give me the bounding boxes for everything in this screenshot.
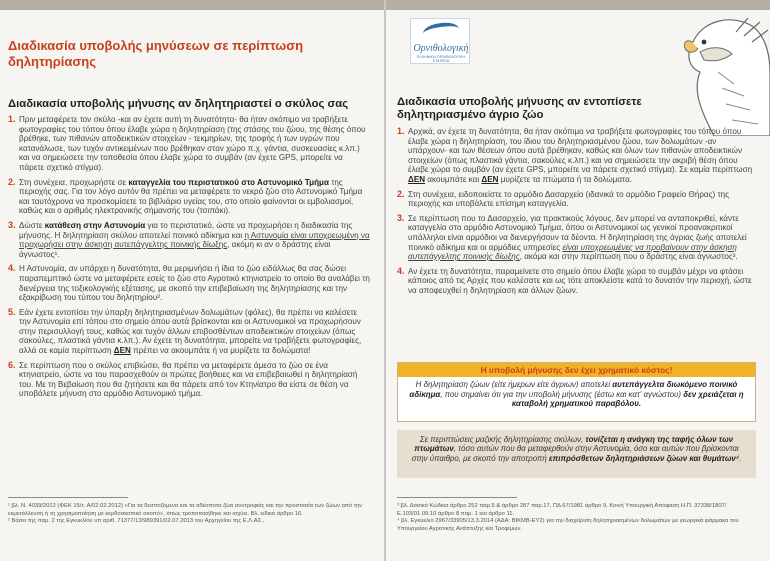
list-item: 4. Η Αστυνομία, αν υπάρχει η δυνατότητα, θα μεριμνήσει ή ίδια το ζώο ειδάλλως θα σας δώσει παραπεμπτικό ώστε να μεταφέρετε εσείς το ζώο στο Αγροτικό κτηνιατρείο το οποίο θα αναλάβει τη διενέργεια της τοξικολογικής εξέτασης, με σκοπό την επιβεβαίωση της δηλητηρίασης και την εξακρίβωση του τύπου του δηλητηρίου². xyxy=(8,263,370,303)
section-title-dog: Διαδικασία υποβολής μήνυσης αν δηλητηριαστεί ο σκύλος σας xyxy=(8,98,349,110)
list-item: 1. Αρχικά, αν έχετε τη δυνατότητα, θα ήταν σκόπιμο να τραβήξετε φωτογραφίες του τόπου όπου έλαβε χώρα η δηλητηρίαση, του ίδιου του δηλητηριασμένου ζώου, των δολωμάτων -αν υπάρχουν- και των θέσεων όπου αυτά βρέθηκαν, καθώς και όλων των πιθανών αποδεικτικών στοιχείων (όπως πλαστικά γάντια, σακούλες κ.λπ.) και να σημειώσετε την ακριβή θέση όπου έλαβε χώρα το συμβάν (αν έχετε GPS, μπορείτε να πάρετε σχετικό στίγμα). Σε καμία περίπτωση ΔΕΝ ακουμπάτε και ΔΕΝ μυρίζετε τα πτώματα ή τα δολώματα. xyxy=(397,126,753,184)
ornithologiki-logo: Ορνιθολογική ΕΛΛΗΝΙΚΗ ΟΡΝΙΘΟΛΟΓΙΚΗ ΕΤΑΙΡΕΙΑ xyxy=(410,18,470,64)
footnotes-left xyxy=(8,503,370,526)
list-item: 5. Εάν έχετε εντοπίσει την ύπαρξη δηλητηριασμένων δολωμάτων (φόλες), θα πρέπει να καλέσετε την Αστυνομία επί τόπου στο σημείο όπου αυτά βρίσκονται και οι Αστυνομικοί να προχωρήσουν στην περισυλλογή τους, καθώς και τυχόν άλλων επιβοσθέντων αποδεικτικών στοιχείων (όπως σακούλες, πλαστικά γάντια κ.λπ.). Αν έχετε τη δυνατότητα, μπορείτε να τραβήξετε φωτογραφίες, αλλά σε καμία περίπτωση ΔΕΝ πρέπει να ακουμπάτε ή να μυρίζετε τα δολώματα! xyxy=(8,306,362,356)
vulture-illustration-icon xyxy=(674,12,770,136)
footnote-divider xyxy=(397,497,517,498)
list-item: 4. Αν έχετε τη δυνατότητα, παραμείνετε στο σημείο όπου έλαβε χώρα το συμβάν μέχρι να φτάσει κάποιος από τις Αρχές που καλέσατε και ως τότε αποκλείστε κατά το δυνατόν την περιοχή, ώστε να αποφευχθεί η δηλητηρίαση και άλλων ζώων. xyxy=(397,265,752,295)
top-band xyxy=(386,0,770,10)
mass-poisoning-note: Σε περιπτώσεις μαζικής δηλητηρίασης σκύλων, τονίζεται η ανάγκη της ταφής όλων των πτωμάτων, τόσο αυτών που θα μεταφερθούν στην Αστυνομία, όσο και αυτών που βρίσκονται στην ύπαιθρο, με σκοπό την αποτροπή επιπρόσθετων δηλητηριάσεων ζώων και θυμάτων⁴. xyxy=(397,430,756,478)
list-item: 3. Σε περίπτωση που το Δασαρχείο, για πρακτικούς λόγους, δεν μπορεί να ανταποκριθεί, κάντε καταγγελία στο αρμόδιο Αστυνομικό Τμήμα, όπου οι Αστυνομικοί ως γενικοί προανακριτικοί υπάλληλοι είναι αρμόδιοι να διενεργήσουν τα δέοντα. Η δηλητηρίαση της άγριας ζωής αποτελεί ποινικό αδίκημα και οι αρμόδιες υπηρεσίες είναι υποχρεωμένες να προβαίνουν στην άσκηση αυτεπάγγελτης ποινικής δίωξης, ακόμα και στην περίπτωση που ο δράστης είναι άγνωστος³. xyxy=(397,212,747,262)
top-band xyxy=(0,0,384,10)
alert-body: Η δηλητηρίαση ζώων (είτε ήμερων είτε άγριων) αποτελεί αυτεπάγγελτα διωκόμενο ποινικό αδίκημα, που σημαίνει ότι για την υποβολή μήνυσης (έστω και κατ' αγνώστου) δεν χρειάζεται η καταβολή χρηματικού παραβόλου. xyxy=(409,380,744,409)
list-item: 3. Δώστε κατάθεση στην Αστυνομία για το περιστατικό, ώστε να προχωρήσει η διαδικασία της μήνυσης. Η δηλητηρίαση σκύλου αποτελεί ποινικό αδίκημα και η Αστυνομία είναι υποχρεωμένη να προχωρήσει στην άσκηση αυτεπάγγελτης ποινικής δίωξης, ακόμη κι αν ο δράστης είναι άγνωστος¹. xyxy=(8,219,370,259)
footnote-2: ² Βάσει της παρ. 2 της Εγκυκλίου υπ αριθ. 71377/13/989391/02.07.2013 του Αρχηγείου της Ε.Λ.ΑΣ.. xyxy=(8,518,265,524)
footnote-4: ⁴ βλ. Εγκύκλιο 2967/33905/13.3.2014 (ΑΔΑ: ΒΙΚΜΒ-ΕΥ2) για την διαχείριση δηλητηριασμένων δολωμάτων με γεωργικά φάρμακα του Υπουργείου Αγροτικής Ανάπτυξης και Τροφίμων. xyxy=(397,518,739,532)
footnotes-right xyxy=(397,503,755,533)
no-cost-alert-box xyxy=(397,362,756,422)
wild-steps-list xyxy=(397,127,755,301)
footnote-1: ¹ βλ. Ν. 4039/2012 (ΦΕΚ 15/τ. Α/02.02.2012) «Για τα δεσποζόμενα και τα αδέσποτα ζώα συντροφιάς και την προστασία των ζώων από την εκμετάλλευση ή τη χρησιμοποίηση με κερδοσκοπικό σκοπό», όπως τροποποιήθηκε και ισχύει. Βλ. ειδικά άρθρο 16. xyxy=(8,503,363,517)
dog-steps-list xyxy=(8,115,370,404)
alert-title: Η υποβολή μήνυσης δεν έχει χρηματικό κόστος! xyxy=(398,363,755,377)
section-title-wild: Διαδικασία υποβολής μήνυσης αν εντοπίσετε δηλητηριασμένο άγριο ζώο xyxy=(397,96,642,121)
list-item: 2. Στη συνέχεια, ειδοποιείστε το αρμόδιο Δασαρχείο (ιδανικά το αρμόδιο Γραφείο Θήρας) της περιοχής και υποβάλετε επίσημη καταγγελία. xyxy=(397,188,730,209)
page-title: Διαδικασία υποβολής μηνύσεων σε περίπτωση δηλητηρίασης xyxy=(8,38,304,69)
right-page xyxy=(386,0,770,561)
footnote-3: ³ βλ. Δασικό Κώδικα άρθρο 252 παρ.5 & άρθρο 287 παρ.17, ΠΔ 67/1981 άρθρο 9, Κοινή Υπουργική Απόφαση Η.Π. 37338/1807/Ε.103/01.09.10 άρθρο 8 παρ. 1 και άρθρο 11. xyxy=(397,503,727,517)
bird-wing-icon xyxy=(422,21,460,42)
footnote-divider xyxy=(8,497,128,498)
list-item: 2. Στη συνέχεια, προχωρήστε σε καταγγελία του περιστατικού στο Αστυνομικό Τμήμα της περιοχής σας. Για τον λόγο αυτόν θα πρέπει να μεταφέρετε το νεκρό ζώο στο Αστυνομικό Τμήμα και ταυτόχρονα να προσκομίσετε το βιβλιάριο υγείας του, στο οποίο φαίνονται οι εμβολιασμοί, καθώς και ο αριθμός ηλεκτρονικής σήμανσής του (τσιπάκι). xyxy=(8,176,363,216)
list-item: 6. Σε περίπτωση που ο σκύλος επιβιώσει, θα πρέπει να μεταφέρετε άμεσα το ζώο σε ένα κτηνιατρείο, ώστε να του παρασχεθούν οι πρώτες βοήθειες και να επιβεβαιωθεί η δηλητηρίασή του. Με τη Βεβαίωση που θα ζητήσετε και θα πάρετε από τον Κτηνίατρο θα είστε σε θέση να υποβάλετε μήνυση στο αρμόδιο Αστυνομικό τμήμα. xyxy=(8,359,358,399)
list-item: 1. Πριν μεταφέρετε τον σκύλο -και αν έχετε αυτή τη δυνατότητα- θα ήταν σκόπιμο να τραβήξετε φωτογραφίες του τόπου όπου έλαβε χώρα η δηλητηρίαση (της στάσης του ζώου, της θέσης όπου βρέθηκε, των πιθανών αποδεικτικών στοιχείων - τεκμηρίων, της τροφής ή των υγρών που κατανάλωσε, των τυχόν αντικειμένων που βρέθηκαν στον χώρο π.χ. γάντια, συσκευασίες κ.λπ.) και να σημειώσετε την τοποθεσία όπου έλαβε χώρα το συμβάν (αν έχετε GPS, μπορείτε να πάρετε σχετικό στίγμα). xyxy=(8,114,366,172)
left-page xyxy=(0,0,384,561)
